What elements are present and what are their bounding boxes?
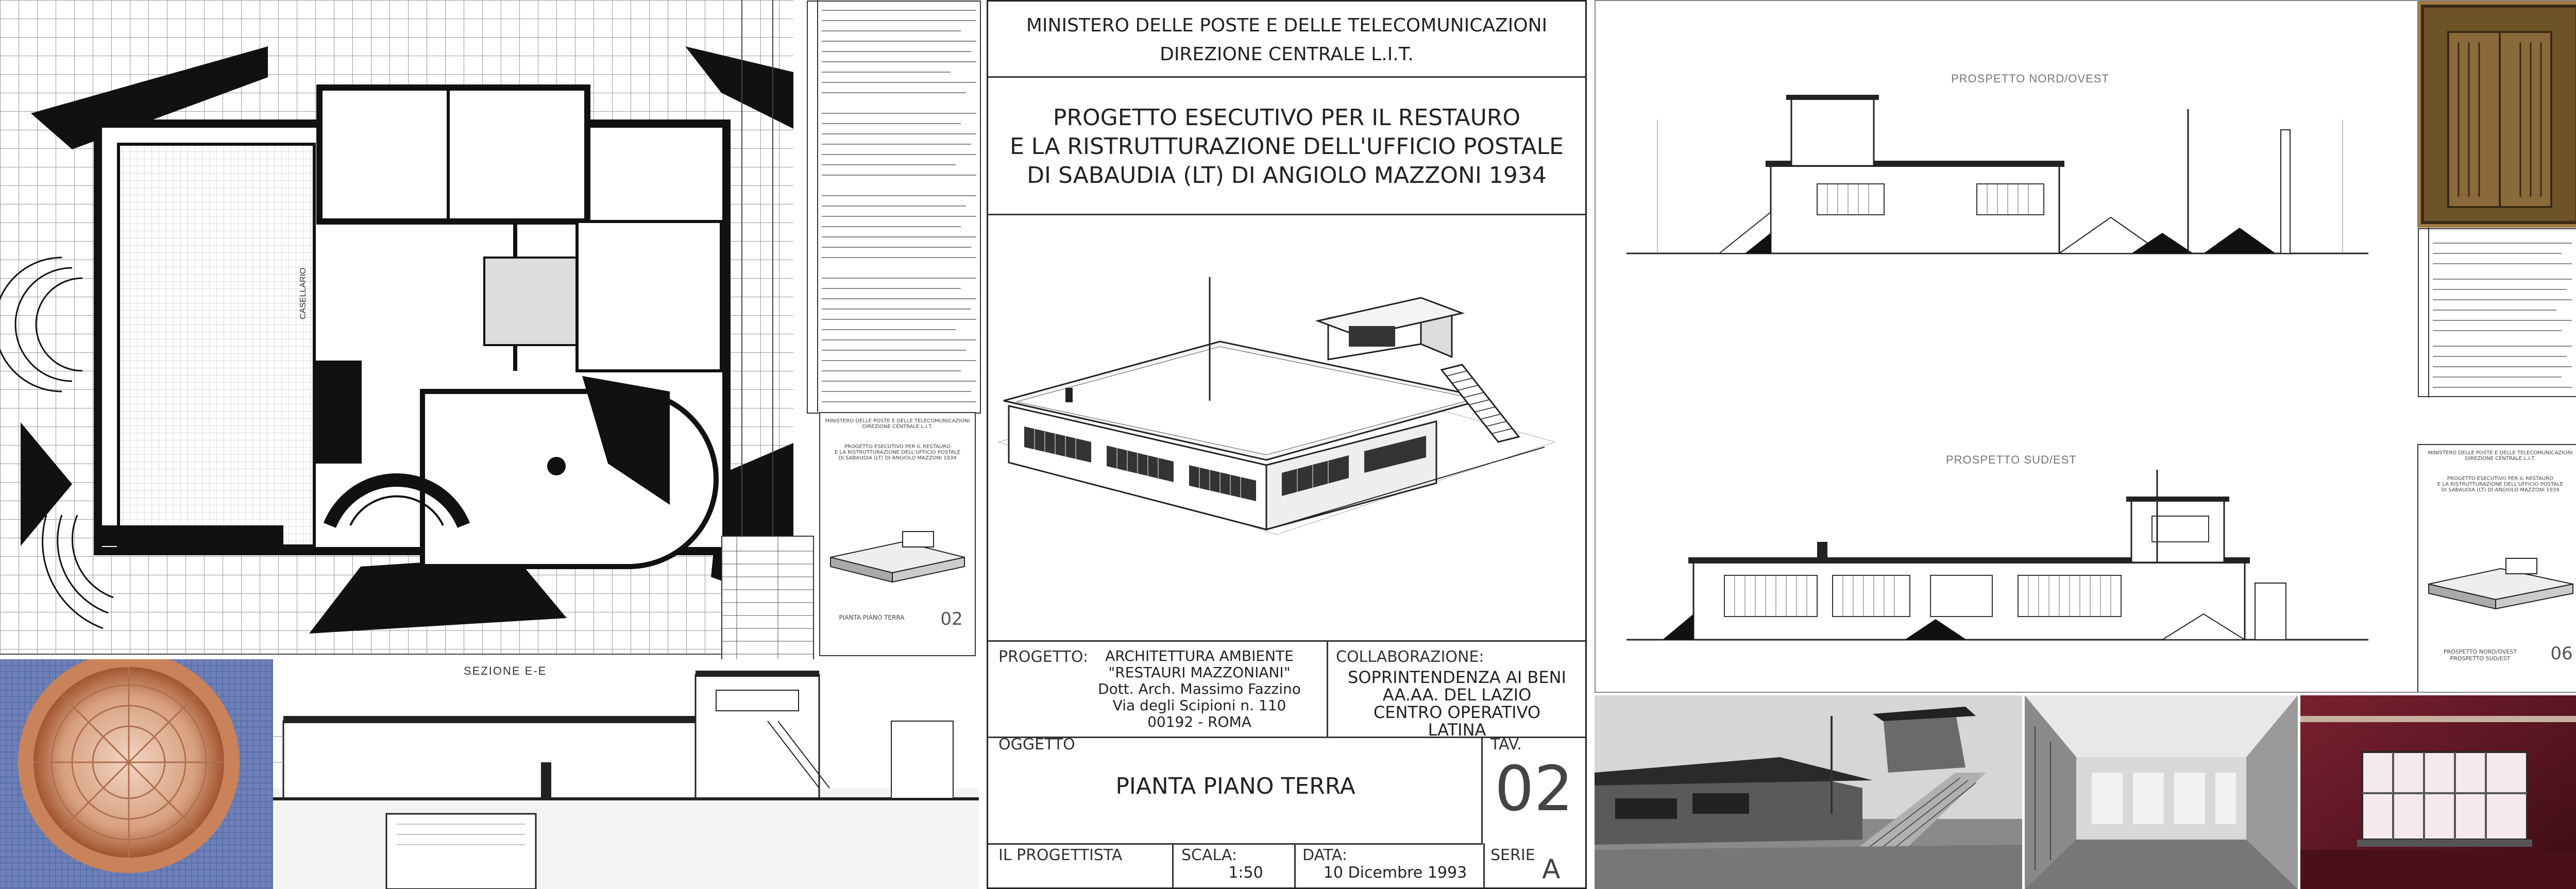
- left-tb-project: PROGETTO ESECUTIVO PER IL RESTAURO E LA RISTRUTTURAZIONE DELL'UFFICIO POSTALE DI SABAUDIA (LT) DI ANGIOLO MAZZONI 1934: [834, 444, 961, 461]
- left-tb-thumbnail: [825, 521, 970, 583]
- right-tb-thumbnail: [2424, 548, 2576, 610]
- left-tb-tav: 02: [940, 609, 963, 629]
- left-small-title-block: [819, 412, 976, 656]
- night-window-photo: [2300, 695, 2576, 889]
- tb-ministry-line1: MINISTERO DELLE POSTE E DELLE TELECOMUNICAZIONI: [1026, 15, 1548, 36]
- elevations-sheet: [1595, 0, 2576, 693]
- tb-tav-number: 02: [1495, 754, 1573, 825]
- materials-legend: [806, 0, 981, 443]
- section-e-e-drawing: [273, 659, 979, 889]
- elevation-se-title: PROSPETTO SUD/EST: [1946, 453, 2077, 466]
- mosaic-skylight-photo: [0, 659, 273, 889]
- tb-progettista-label: IL PROGETTISTA: [998, 846, 1123, 864]
- left-tb-subject: PIANTA PIANO TERRA: [839, 614, 905, 621]
- bronze-door-photo: [2417, 1, 2576, 228]
- right-tb-tav: 06: [2550, 643, 2573, 664]
- tb-oggetto-text: PIANTA PIANO TERRA: [1115, 773, 1355, 799]
- tb-scala-label: SCALA:: [1181, 846, 1238, 864]
- tb-collab-text: SOPRINTENDENZA AI BENI AA.AA. DEL LAZIO CENTRO OPERATIVO LATINA: [1348, 668, 1566, 740]
- revision-table: [721, 536, 814, 659]
- tb-project-line2: E LA RISTRUTTURAZIONE DELL'UFFICIO POSTALE: [1010, 133, 1564, 160]
- tb-tav-label: TAV.: [1490, 736, 1522, 754]
- right-legend: [2417, 228, 2576, 398]
- elevation-nw-drawing: [1596, 78, 2420, 326]
- tb-project-line1: PROGETTO ESECUTIVO PER IL RESTAURO: [1053, 105, 1521, 131]
- tb-project-line3: DI SABAUDIA (LT) DI ANGIOLO MAZZONI 1934: [1027, 162, 1547, 189]
- tb-collab-label: COLLABORAZIONE:: [1336, 648, 1484, 666]
- elevation-se-drawing: [1596, 459, 2420, 686]
- building-axonometric: [988, 215, 1585, 640]
- right-tb-subject: PROSPETTO NORD/OVEST PROSPETTO SUD/EST: [2443, 648, 2517, 662]
- tb-axonometric-view: [988, 215, 1585, 640]
- right-tb-ministry: MINISTERO DELLE POSTE E DELLE TELECOMUNICAZIONI DIREZIONE CENTRALE L.I.T.: [2428, 450, 2573, 461]
- tb-data-value: 10 Dicembre 1993: [1323, 864, 1467, 882]
- tb-serie-value: A: [1542, 854, 1561, 885]
- right-tb-project: PROGETTO ESECUTIVO PER IL RESTAURO E LA RISTRUTTURAZIONE DELL'UFFICIO POSTALE DI SABAUDIA (LT) DI ANGIOLO MAZZONI 1934: [2437, 476, 2564, 493]
- ground-floor-plan-sheet: [0, 0, 981, 659]
- tb-scala-value: 1:50: [1228, 864, 1263, 882]
- room-label-casellario: CASELLARIO: [299, 267, 308, 319]
- left-tb-ministry: MINISTERO DELLE POSTE E DELLE TELECOMUNICAZIONI DIREZIONE CENTRALE L.I.T.: [825, 418, 970, 430]
- tb-ministry-line2: DIREZIONE CENTRALE L.I.T.: [1160, 44, 1414, 65]
- tb-header-cell: [988, 2, 1585, 78]
- section-title: SEZIONE E-E: [464, 664, 547, 677]
- tb-oggetto-label: OGGETTO: [998, 736, 1075, 754]
- tb-progetto-label: PROGETTO:: [998, 648, 1089, 666]
- elevation-nw-title: PROSPETTO NORD/OVEST: [1951, 72, 2109, 85]
- historic-exterior-photo: [1595, 695, 2022, 889]
- tb-progetto-text: ARCHITETTURA AMBIENTE "RESTAURI MAZZONIANI" Dott. Arch. Massimo Fazzino Via degli Scipioni n. 110 00192 - ROMA: [1098, 647, 1301, 730]
- tb-serie-label: SERIE: [1490, 846, 1535, 864]
- title-block-sheet: [987, 0, 1587, 889]
- interior-hall-photo: [2025, 695, 2298, 889]
- right-small-title-block: [2417, 444, 2576, 693]
- tb-data-label: DATA:: [1302, 846, 1347, 864]
